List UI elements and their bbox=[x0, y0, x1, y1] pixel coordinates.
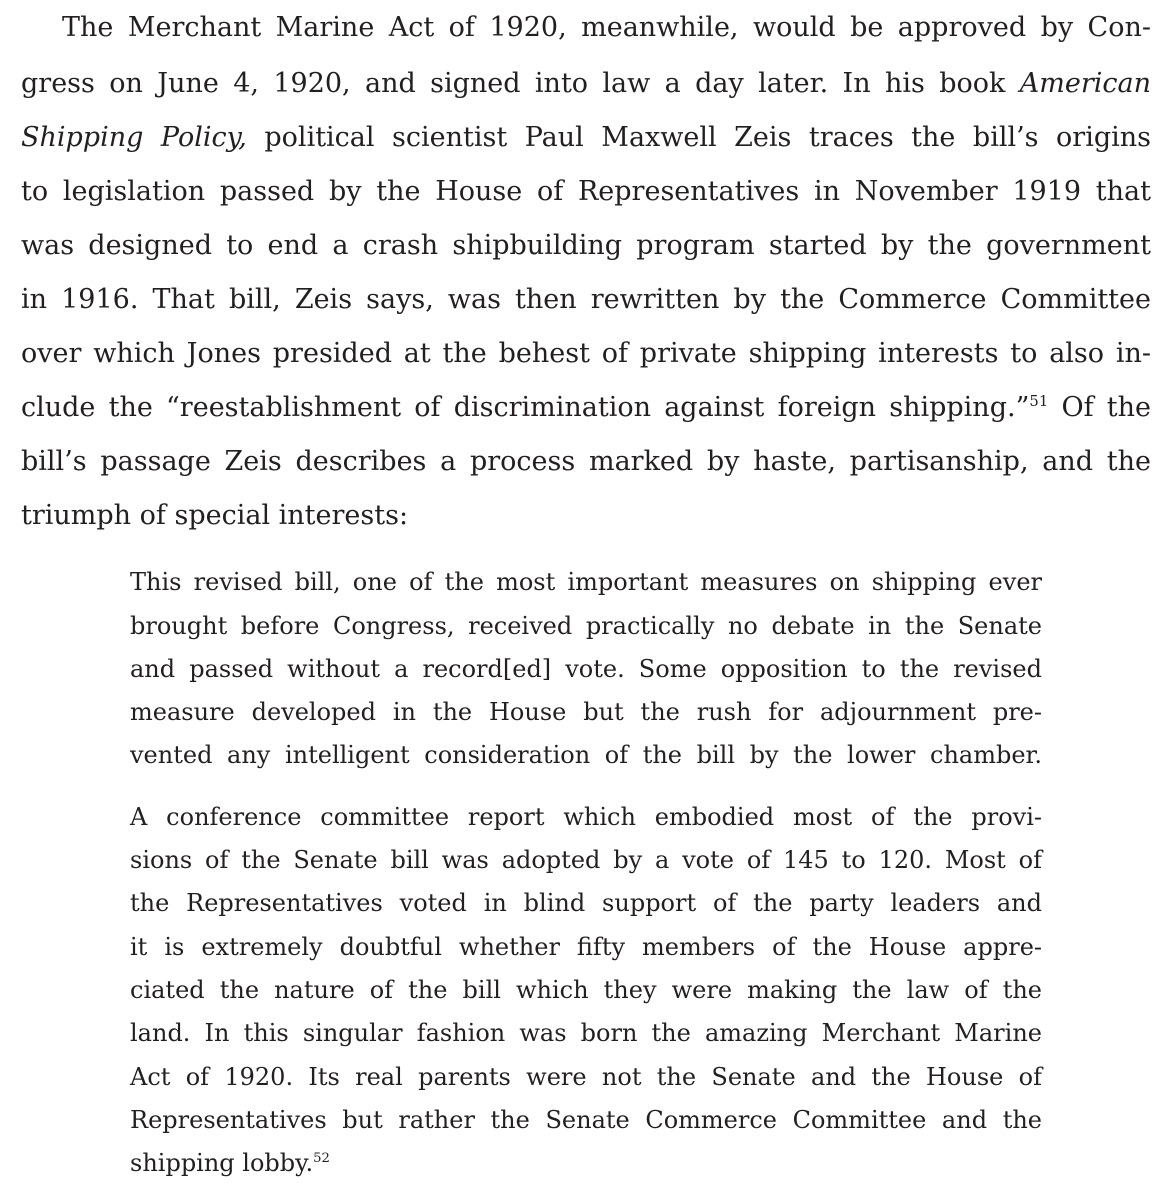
quote-line: Act of 1920. Its real parents were not the Senate and the House of bbox=[130, 1063, 1042, 1091]
paragraph-line: in 1916. That bill, Zeis says, was then rewritten by the Commerce Committee bbox=[21, 284, 1151, 315]
quote-line: the Representatives voted in blind support of the party leaders and bbox=[130, 889, 1042, 917]
quote-line: land. In this singular fashion was born the amazing Merchant Marine bbox=[130, 1019, 1042, 1047]
quote-line: it is extremely doubtful whether fifty members of the House appre- bbox=[130, 933, 1042, 961]
quote-line: and passed without a record[ed] vote. Some opposition to the revised bbox=[130, 655, 1042, 683]
quote-line: ciated the nature of the bill which they were making the law of the bbox=[130, 976, 1042, 1004]
paragraph-line: The Merchant Marine Act of 1920, meanwhile, would be approved by Con- bbox=[62, 12, 1151, 43]
paragraph-line: triumph of special interests: bbox=[21, 500, 409, 531]
footnote-marker: 52 bbox=[313, 1151, 330, 1166]
book-title: American bbox=[1019, 68, 1151, 99]
quote-line: vented any intelligent consideration of the bill by the lower chamber. bbox=[130, 741, 1042, 769]
book-title: Shipping Policy, bbox=[21, 122, 247, 153]
quote-line: A conference committee report which embodied most of the provi- bbox=[130, 803, 1042, 831]
paragraph-line: to legislation passed by the House of Representatives in November 1919 that bbox=[21, 176, 1151, 207]
quote-line: This revised bill, one of the most important measures on shipping ever bbox=[130, 568, 1042, 596]
footnote-marker: 51 bbox=[1029, 392, 1049, 410]
paragraph-line: bill’s passage Zeis describes a process marked by haste, partisanship, and the bbox=[21, 446, 1151, 477]
paragraph-line: clude the “reestablishment of discrimination against foreign shipping.”$^{51}$ Of the bbox=[21, 392, 1151, 423]
quote-line: Representatives but rather the Senate Commerce Committee and the bbox=[130, 1106, 1042, 1134]
quote-line: measure developed in the House but the rush for adjournment pre- bbox=[130, 698, 1042, 726]
paragraph-line: was designed to end a crash shipbuilding program started by the government bbox=[21, 230, 1151, 261]
quote-line: shipping lobby.$^{52}$ bbox=[130, 1149, 330, 1177]
quote-line: brought before Congress, received practically no debate in the Senate bbox=[130, 612, 1042, 640]
paragraph-line: over which Jones presided at the behest of private shipping interests to also in- bbox=[21, 338, 1151, 369]
quote-line: sions of the Senate bill was adopted by a vote of 145 to 120. Most of bbox=[130, 846, 1042, 874]
paragraph-line: gress on June 4, 1920, and signed into law a day later. In his book American bbox=[21, 68, 1151, 99]
paragraph-line: Shipping Policy, political scientist Paul Maxwell Zeis traces the bill’s origins bbox=[21, 122, 1151, 153]
